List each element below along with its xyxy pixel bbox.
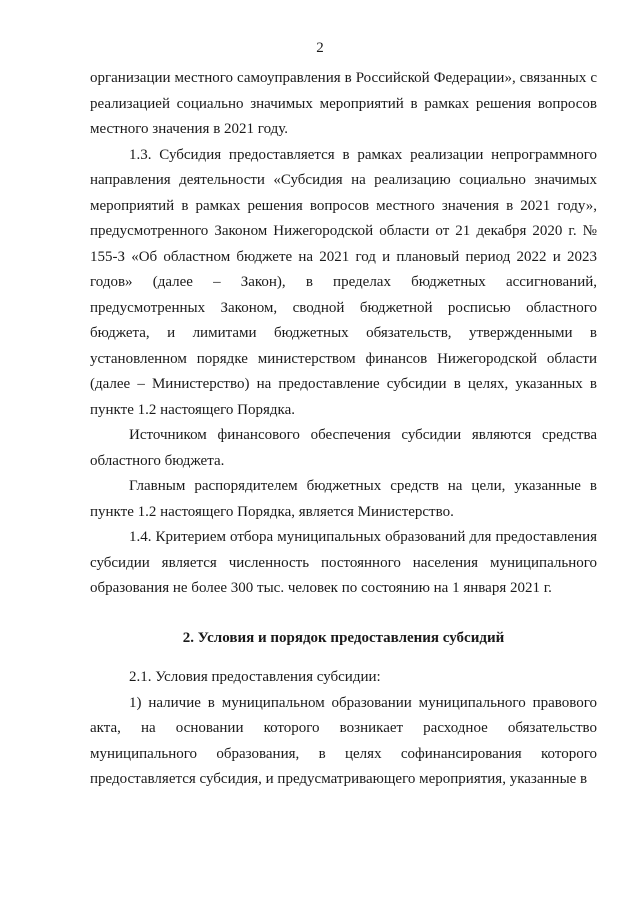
paragraph-funding-source: Источником финансового обеспечения субсидии являются средства областного бюджета. [90, 427, 597, 469]
paragraph-condition-1: 1) наличие в муниципальном образовании муниципального правового акта, на основании которого возникает расходное обязательство муниципального образования, в целях софинансирования которого предоставляется субсидия, и предусматривающего мероприятия, указанные в [90, 694, 597, 787]
paragraph-chief-administrator: Главным распорядителем бюджетных средств на цели, указанные в пункте 1.2 настоящего Порядка, является Министерство. [90, 478, 597, 520]
document-body [90, 66, 597, 793]
paragraph-1-3: 1.3. Субсидия предоставляется в рамках реализации непрограммного направления деятельности «Субсидия на реализацию социально значимых мероприятий в рамках решения вопросов местного значения в 2021 году», предусмотренного Законом Нижегородской области от 21 декабря 2020 г. № 155-З «Об областном бюджете на 2021 год и плановый период 2022 и 2023 годов» (далее – Закон), в пределах бюджетных ассигнований, предусмотренных Законом, сводной бюджетной росписью областного бюджета, и лимитами бюджетных обязательств, утвержденными в установленном порядке министерством финансов Нижегородской области (далее – Министерство) на предоставление субсидии в целях, указанных в пункте 1.2 настоящего Порядка. [90, 146, 597, 418]
section-heading: 2. Условия и порядок предоставления субсидий [182, 629, 505, 646]
paragraph-continuation: организации местного самоуправления в Российской Федерации», связанных с реализацией социально значимых мероприятий в рамках решения вопросов местного значения в 2021 году. [90, 70, 597, 137]
paragraph-1-4: 1.4. Критерием отбора муниципальных образований для предоставления субсидии является численность постоянного населения муниципального образования не более 300 тыс. человек по состоянию на 1 января 2021 г. [90, 529, 597, 596]
paragraph-2-1: 2.1. Условия предоставления субсидии: [129, 669, 381, 685]
page-number: 2 [316, 40, 324, 56]
